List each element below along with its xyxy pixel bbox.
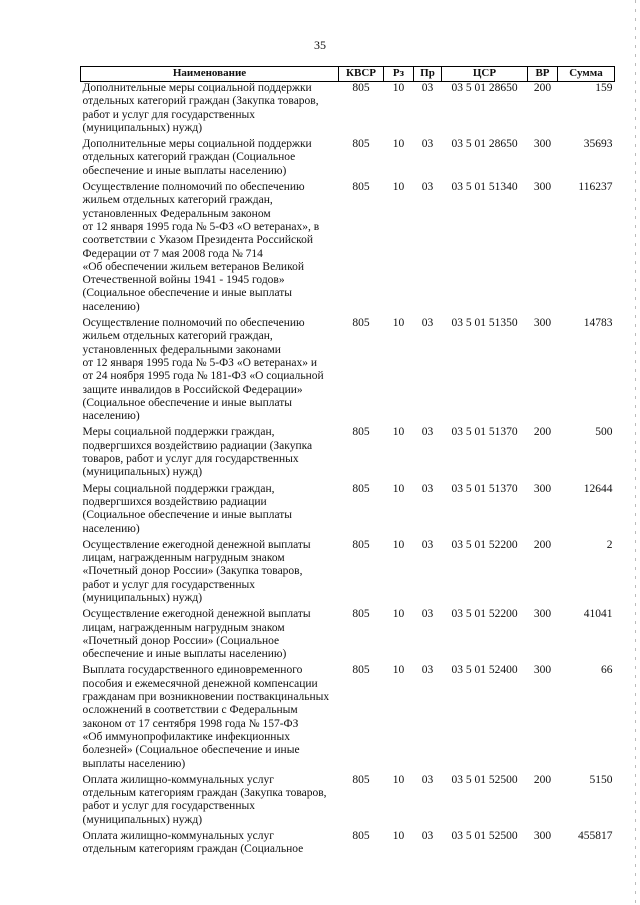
row-kvsr: 805 <box>352 608 370 621</box>
row-name-line: населению) <box>82 410 140 423</box>
row-name-line: населению) <box>82 300 140 313</box>
row-name-line: защите инвалидов в Российской Федерации» <box>82 383 303 396</box>
row-pr: 03 <box>421 181 434 194</box>
row-vr: 300 <box>533 608 552 621</box>
row-name-line: от 12 января 1995 года № 5-ФЗ «О ветеранах», в <box>82 220 320 233</box>
table-row <box>81 483 615 539</box>
row-name-line: (муниципальных) нужд) <box>82 813 203 826</box>
row-name-line: Федерации от 7 мая 2008 года № 714 <box>82 247 263 260</box>
row-sum: 35693 <box>583 138 613 151</box>
row-name-line: от 24 ноября 1995 года № 181-ФЗ «О социальной <box>82 370 324 383</box>
row-name-line: подвергшихся воздействию радиации (Закупка <box>82 439 313 452</box>
row-pr: 03 <box>421 830 434 843</box>
row-pr: 03 <box>421 538 434 551</box>
row-rz: 10 <box>392 608 405 621</box>
row-name-line: «Об иммунопрофилактике инфекционных <box>82 730 290 743</box>
row-name-line: жильем отдельных категорий граждан, <box>82 330 273 343</box>
row-pr: 03 <box>421 482 434 495</box>
table-row <box>81 539 615 608</box>
row-name-line: (муниципальных) нужд) <box>82 591 203 604</box>
row-vr: 300 <box>533 181 552 194</box>
row-csr: 03 5 01 51370 <box>451 482 518 495</box>
row-vr: 200 <box>533 538 552 551</box>
row-name-line: (Социальное обеспечение и иные выплаты <box>82 396 293 409</box>
row-name <box>81 82 339 139</box>
row-name-line: Оплата жилищно-коммунальных услуг <box>82 830 274 843</box>
row-csr: 03 5 01 52200 <box>451 538 518 551</box>
row-name-line: от 12 января 1995 года № 5-ФЗ «О ветеранах» и <box>82 356 317 369</box>
row-name-line: установленных федеральными законами <box>82 343 281 356</box>
row-rz: 10 <box>392 538 405 551</box>
row-pr: 03 <box>421 773 434 786</box>
row-sum: 66 <box>601 664 613 677</box>
row-name-line: отдельным категориям граждан (Социальное <box>82 843 304 856</box>
table-row <box>81 426 615 482</box>
header-sum: Сумма <box>558 67 615 82</box>
row-kvsr: 805 <box>352 664 370 677</box>
row-name-line: Меры социальной поддержки граждан, <box>82 426 275 439</box>
row-name-line: гражданам при возникновении поствакцинальных <box>82 691 330 704</box>
row-sum: 5150 <box>589 773 613 786</box>
row-vr: 300 <box>533 482 552 495</box>
row-kvsr: 805 <box>352 830 370 843</box>
page-number: 35 <box>314 38 326 52</box>
row-pr: 03 <box>421 138 434 151</box>
row-name-line: работ и услуг для государственных <box>82 108 255 121</box>
row-name-line: (муниципальных) нужд) <box>82 121 203 134</box>
budget-table <box>80 66 615 860</box>
table-header-row <box>81 67 615 82</box>
row-name-line: Дополнительные меры социальной поддержки <box>82 82 312 94</box>
row-kvsr: 805 <box>352 82 370 94</box>
row-vr: 200 <box>533 426 552 439</box>
row-name-line: Осуществление ежегодной денежной выплаты <box>82 608 311 621</box>
row-name-line: Осуществление полномочий по обеспечению <box>82 317 305 330</box>
header-pr: Пр <box>414 67 442 82</box>
row-name-line: лицам, награжденным нагрудным знаком <box>82 552 285 565</box>
row-name-line: обеспечение и иные выплаты населению) <box>82 164 287 177</box>
row-name <box>81 181 339 317</box>
row-pr: 03 <box>421 664 434 677</box>
row-name-line: работ и услуг для государственных <box>82 578 255 591</box>
row-sum: 41041 <box>583 608 613 621</box>
row-vr: 300 <box>533 830 552 843</box>
row-name-line: Дополнительные меры социальной поддержки <box>82 138 312 151</box>
row-name-line: осложнений в соответствии с Федеральным <box>82 704 298 717</box>
row-name-line: «Почетный донор России» (Закупка товаров, <box>82 565 303 578</box>
row-name-line: «Почетный донор России» (Социальное <box>82 634 280 647</box>
row-name-line: законом от 17 сентября 1998 года № 157-ФЗ <box>82 717 299 730</box>
row-name-line: Оплата жилищно-коммунальных услуг <box>82 773 274 786</box>
row-name-line: болезней» (Социальное обеспечение и иные <box>82 744 300 757</box>
row-vr: 300 <box>533 664 552 677</box>
row-name-line: Меры социальной поддержки граждан, <box>82 482 275 495</box>
row-name <box>81 774 339 830</box>
row-sum: 2 <box>606 538 613 551</box>
row-rz: 10 <box>392 426 405 439</box>
row-name-line: лицам, награжденным нагрудным знаком <box>82 621 285 634</box>
row-csr: 03 5 01 52400 <box>451 664 518 677</box>
row-sum: 500 <box>595 426 613 439</box>
row-sum: 14783 <box>583 317 613 330</box>
row-name-line: выплаты населению) <box>82 757 186 770</box>
row-kvsr: 805 <box>352 426 370 439</box>
row-name-line: обеспечение и иные выплаты населению) <box>82 648 287 661</box>
row-kvsr: 805 <box>352 138 370 151</box>
table-row <box>81 181 615 317</box>
table-row <box>81 664 615 773</box>
row-pr: 03 <box>421 608 434 621</box>
row-name-line: товаров, работ и услуг для государственных <box>82 453 299 466</box>
row-name <box>81 539 339 608</box>
row-kvsr: 805 <box>352 773 370 786</box>
row-name-line: пособия и ежемесячной денежной компенсации <box>82 677 318 690</box>
row-csr: 03 5 01 52500 <box>451 830 518 843</box>
row-name <box>81 317 339 426</box>
row-sum: 12644 <box>583 482 613 495</box>
table-row <box>81 774 615 830</box>
table-row <box>81 82 615 139</box>
header-name: Наименование <box>81 67 339 82</box>
row-sum: 455817 <box>578 830 613 843</box>
row-name-line: подвергшихся воздействию радиации <box>82 495 267 508</box>
row-csr: 03 5 01 28650 <box>451 82 518 94</box>
row-kvsr: 805 <box>352 317 370 330</box>
row-kvsr: 805 <box>352 538 370 551</box>
row-csr: 03 5 01 51370 <box>451 426 518 439</box>
row-name-line: (Социальное обеспечение и иные выплаты <box>82 287 293 300</box>
row-name-line: Выплата государственного единовременного <box>82 664 303 677</box>
row-kvsr: 805 <box>352 482 370 495</box>
table-row <box>81 317 615 426</box>
row-csr: 03 5 01 52500 <box>451 773 518 786</box>
row-rz: 10 <box>392 482 405 495</box>
row-vr: 300 <box>533 317 552 330</box>
row-name-line: жильем отдельных категорий граждан, <box>82 194 273 207</box>
row-name-line: установленных Федеральным законом <box>82 207 271 220</box>
row-name <box>81 664 339 773</box>
table-row <box>81 830 615 860</box>
row-name-line: «Об обеспечении жильем ветеранов Великой <box>82 260 304 273</box>
scan-edge <box>635 0 636 905</box>
row-name-line: отдельных категорий граждан (Закупка товаров, <box>82 95 319 108</box>
row-csr: 03 5 01 51350 <box>451 317 518 330</box>
row-name <box>81 138 339 181</box>
row-kvsr: 805 <box>352 181 370 194</box>
header-kvsr: КВСР <box>339 67 384 82</box>
row-name-line: работ и услуг для государственных <box>82 800 255 813</box>
row-csr: 03 5 01 51340 <box>451 181 518 194</box>
row-name-line: (муниципальных) нужд) <box>82 466 203 479</box>
row-name-line: (Социальное обеспечение и иные выплаты <box>82 509 293 522</box>
row-vr: 300 <box>533 138 552 151</box>
row-name <box>81 608 339 664</box>
row-name-line: Осуществление ежегодной денежной выплаты <box>82 538 311 551</box>
row-name <box>81 483 339 539</box>
row-name-line: соответствии с Указом Президента Российской <box>82 234 314 247</box>
row-csr: 03 5 01 28650 <box>451 138 518 151</box>
row-name-line: Отечественной войны 1941 - 1945 годов» <box>82 274 285 287</box>
row-name <box>81 830 339 860</box>
row-sum: 116237 <box>578 181 613 194</box>
row-name-line: отдельных категорий граждан (Социальное <box>82 151 296 164</box>
row-sum: 159 <box>595 82 613 94</box>
row-name <box>81 426 339 482</box>
row-name-line: отдельным категориям граждан (Закупка товаров, <box>82 787 327 800</box>
row-vr: 200 <box>533 773 552 786</box>
row-pr: 03 <box>421 82 434 94</box>
row-rz: 10 <box>392 82 405 94</box>
row-rz: 10 <box>392 138 405 151</box>
header-vr: ВР <box>528 67 558 82</box>
row-rz: 10 <box>392 664 405 677</box>
row-pr: 03 <box>421 426 434 439</box>
header-rz: Рз <box>384 67 414 82</box>
table-row <box>81 608 615 664</box>
row-csr: 03 5 01 52200 <box>451 608 518 621</box>
row-pr: 03 <box>421 317 434 330</box>
row-rz: 10 <box>392 181 405 194</box>
row-rz: 10 <box>392 830 405 843</box>
row-vr: 200 <box>533 82 552 94</box>
table-row <box>81 138 615 181</box>
row-name-line: населению) <box>82 522 140 535</box>
row-rz: 10 <box>392 317 405 330</box>
table-body <box>81 82 615 860</box>
header-csr: ЦСР <box>442 67 528 82</box>
row-name-line: Осуществление полномочий по обеспечению <box>82 181 305 194</box>
row-rz: 10 <box>392 773 405 786</box>
